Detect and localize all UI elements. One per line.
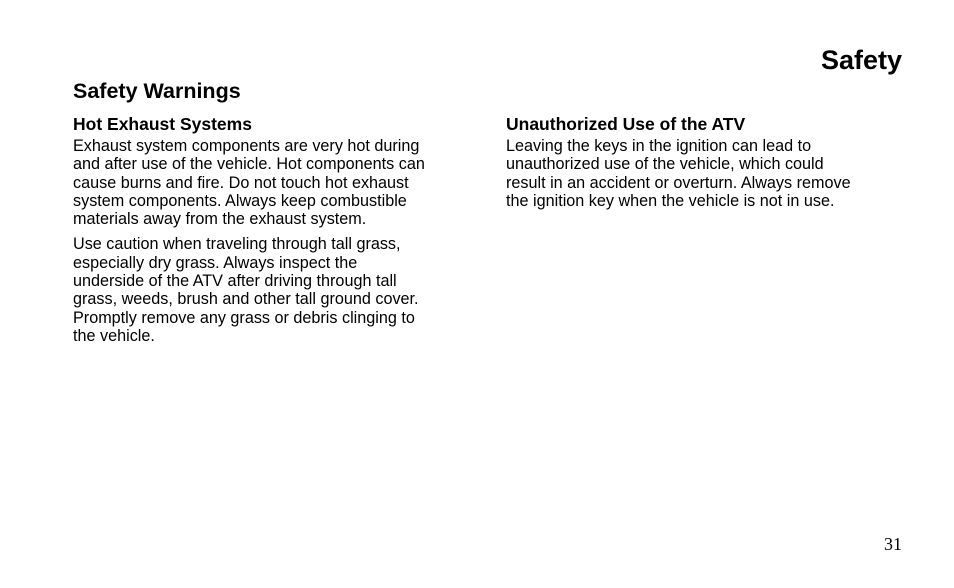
page-number: 31 xyxy=(884,534,902,554)
unauthorized-use-heading: Unauthorized Use of the ATV xyxy=(506,114,746,134)
section-title: Safety Warnings xyxy=(73,79,241,103)
hot-exhaust-heading: Hot Exhaust Systems xyxy=(73,114,252,134)
left-column xyxy=(73,113,473,352)
right-column xyxy=(506,113,906,217)
hot-exhaust-paragraph-1: Exhaust system components are very hot during and after use of the vehicle. Hot components can cause burns and fire. Do not touch hot exhaust system components. Always keep combustible materials away from the exhaust system. xyxy=(73,137,425,229)
hot-exhaust-paragraph-2: Use caution when traveling through tall grass, especially dry grass. Always inspect the underside of the ATV after driving through tall grass, weeds, brush and other tall ground cover. Promptly remove any grass or debris clinging to the vehicle. xyxy=(73,235,419,345)
unauthorized-use-paragraph: Leaving the keys in the ignition can lead to unauthorized use of the vehicle, which could result in an accident or overturn. Always remove the ignition key when the vehicle is not in use. xyxy=(506,137,851,210)
chapter-title: Safety xyxy=(820,45,902,75)
